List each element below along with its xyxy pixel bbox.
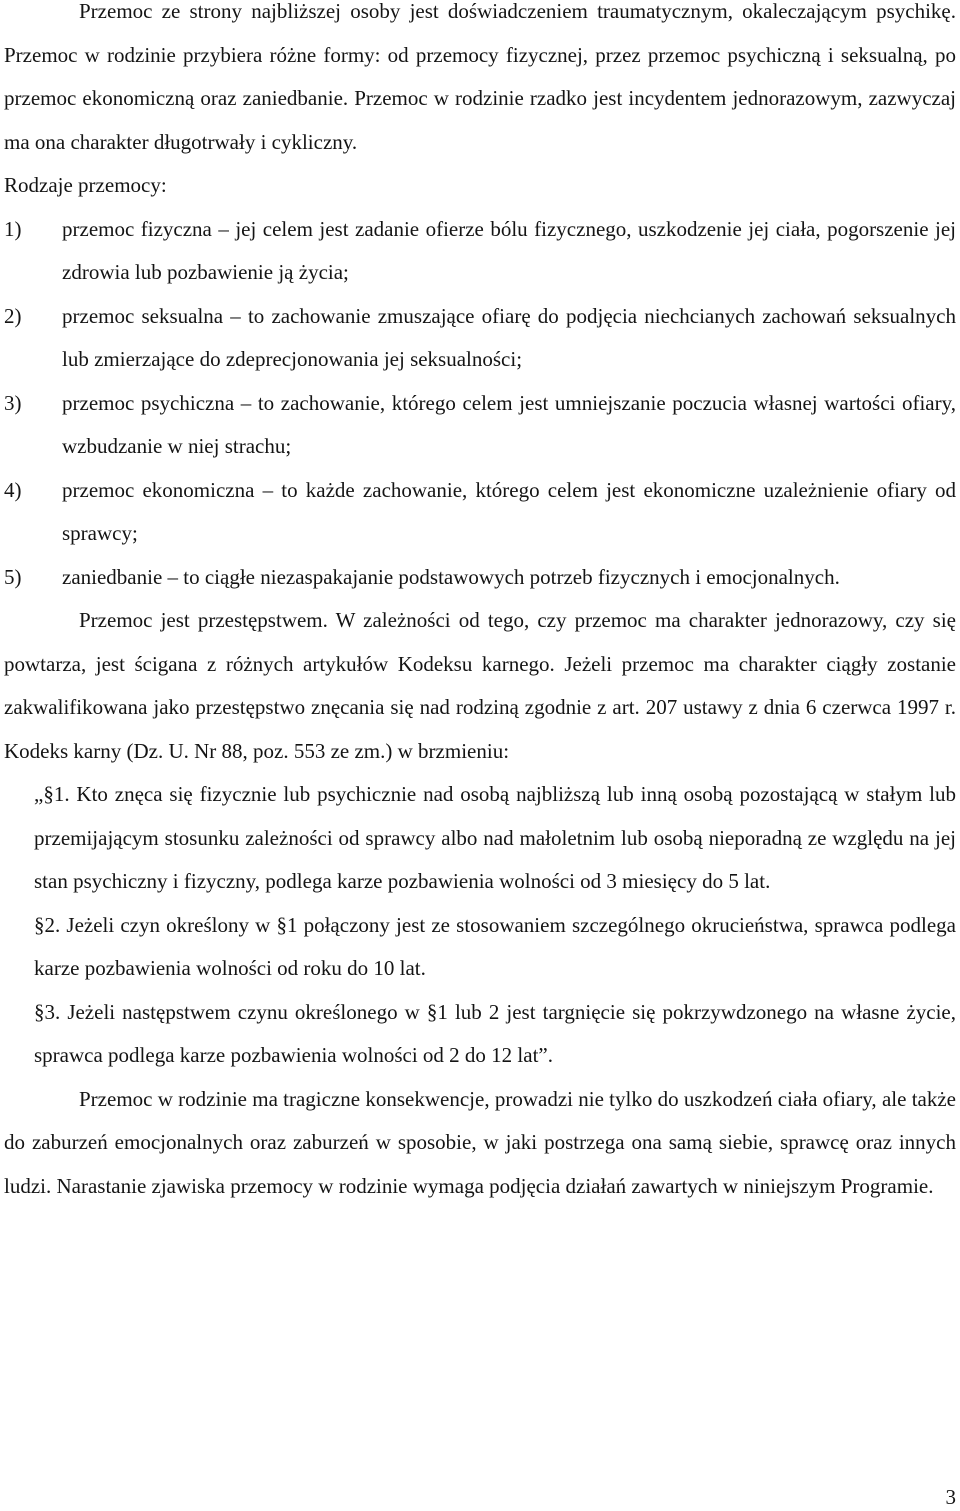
list-item-number: 5): [4, 564, 22, 589]
crime-paragraph: Przemoc jest przestępstwem. W zależności od tego, czy przemoc ma charakter jednorazowy, czy się powtarza, jest ścigana z różnych artykułów Kodeksu karnego. Jeżeli przemoc ma charakter ciągły zostanie zakwalifikowana jako przestępstwo znęcania się nad rodziną zgodnie z art. 207 ustawy z dnia 6 czerwca 1997 r. Kodeks karny (Dz. U. Nr 88, poz. 553 ze zm.) w brzmieniu:: [4, 608, 956, 763]
list-item-text: przemoc psychiczna – to zachowanie, którego celem jest umniejszanie poczucia własnej wartości ofiary, wzbudzanie w niej strachu;: [62, 390, 956, 458]
quote-section-3: §3. Jeżeli następstwem czynu określonego w §1 lub 2 jest targnięcie się pokrzywdzonego na własne życie, sprawca podlega karze pozbawienia wolności od 2 do 12 lat”.: [34, 999, 956, 1067]
list-item: [4, 382, 956, 469]
list-item: [4, 208, 956, 295]
list-item-text: przemoc ekonomiczna – to każde zachowanie, którego celem jest ekonomiczne uzależnienie ofiary od sprawcy;: [62, 477, 956, 545]
page-number: 3: [945, 1485, 956, 1509]
list-item: [4, 556, 956, 600]
document-page: [4, 0, 956, 1208]
list-item-number: 1): [4, 216, 22, 241]
quote-section-2: §2. Jeżeli czyn określony w §1 połączony jest ze stosowaniem szczególnego okrucieństwa, sprawca podlega karze pozbawienia wolności od roku do 10 lat.: [34, 912, 956, 980]
list-item: [4, 295, 956, 382]
list-item-text: przemoc seksualna – to zachowanie zmuszające ofiarę do podjęcia niechcianych zachowań seksualnych lub zmierzające do zdeprecjonowania jej seksualności;: [62, 303, 956, 371]
types-list: [4, 208, 956, 600]
list-item: [4, 469, 956, 556]
list-item-number: 4): [4, 477, 22, 502]
list-item-text: zaniedbanie – to ciągłe niezaspakajanie podstawowych potrzeb fizycznych i emocjonalnych.: [62, 564, 840, 589]
quote-section-1: „§1. Kto znęca się fizycznie lub psychicznie nad osobą najbliższą lub inną osobą pozostającą w stałym lub przemijającym stosunku zależności od sprawcy albo nad małoletnim lub osobą nieporadną ze względu na jej stan psychiczny i fizyczny, podlega karze pozbawienia wolności od 3 miesięcy do 5 lat.: [34, 782, 956, 893]
list-item-number: 2): [4, 303, 22, 328]
conclusion-paragraph: Przemoc w rodzinie ma tragiczne konsekwencje, prowadzi nie tylko do uszkodzeń ciała ofiary, ale także do zaburzeń emocjonalnych oraz zaburzeń w sposobie, w jaki postrzega ona samą siebie, sprawcę oraz innych ludzi. Narastanie zjawiska przemocy w rodzinie wymaga podjęcia działań zawartych w niniejszym Programie.: [4, 1086, 956, 1198]
list-item-text: przemoc fizyczna – jej celem jest zadanie ofierze bólu fizycznego, uszkodzenie jej ciała, pogorszenie jej zdrowia lub pozbawienie ją życia;: [62, 216, 956, 284]
legal-quote: [34, 773, 956, 1078]
intro-paragraph: Przemoc ze strony najbliższej osoby jest doświadczeniem traumatycznym, okaleczającym psychikę. Przemoc w rodzinie przybiera różne formy: od przemocy fizycznej, przez przemoc psychiczną i seksualną, po przemoc ekonomiczną oraz zaniedbanie. Przemoc w rodzinie rzadko jest incydentem jednorazowym, zazwyczaj ma ona charakter długotrwały i cykliczny.: [4, 0, 956, 154]
types-heading: Rodzaje przemocy:: [4, 173, 167, 197]
list-item-number: 3): [4, 390, 22, 415]
